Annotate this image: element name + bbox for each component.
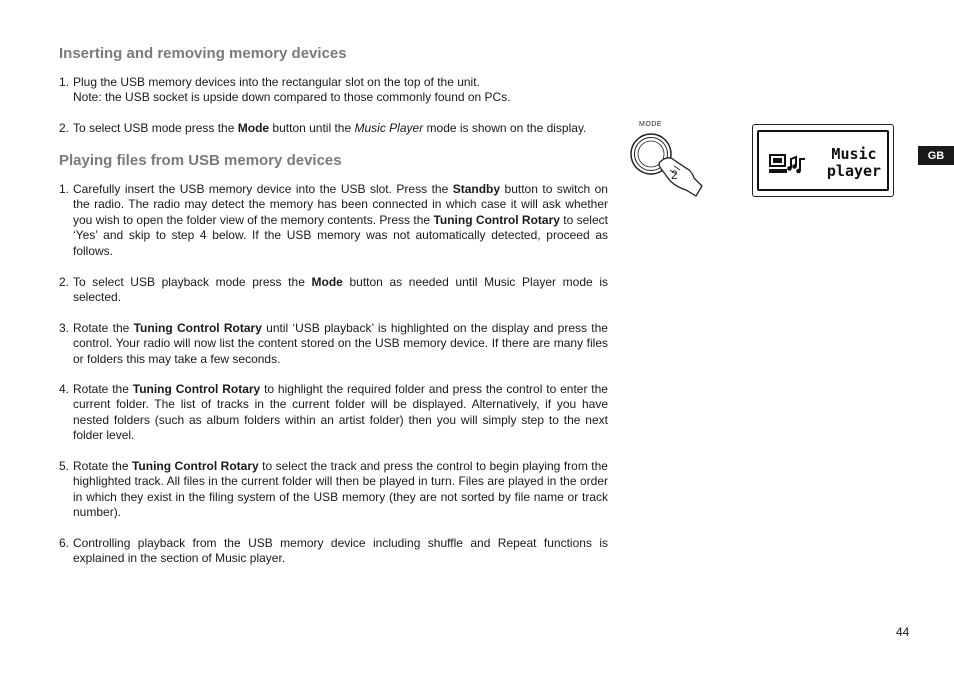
mode-knob-hand-icon <box>626 120 706 200</box>
step-text: Rotate the Tuning Control Rotary until ‘USB playback’ is highlighted on the display and press the control. Your radio will now list the content stored on the USB memory device. If there are many files or folders this may take a few seconds. <box>73 321 608 366</box>
step-number: 1. <box>59 182 70 196</box>
step-text: Rotate the Tuning Control Rotary to highlight the required folder and press the control to enter the current folder. The list of tracks in the current folder will be displayed. Alternatively, if you have nested folders (such as album folders within an artist folder) then you will simply step to the next folder level. <box>73 382 608 443</box>
step-text: Controlling playback from the USB memory device including shuffle and Repeat functions is explained in the section of Music player. <box>73 536 608 566</box>
step-text: To select USB playback mode press the Mode button as needed until Music Player mode is selected. <box>73 275 608 305</box>
instruction-step <box>59 275 608 306</box>
step-text: Rotate the Tuning Control Rotary to select the track and press the control to begin playing from the highlighted track. All files in the current folder will then be played in turn. Files are played in the order in which they exist in the filing system of the USB memory (they are not sorted by file name or track number). <box>73 459 608 520</box>
lcd-screen <box>757 130 889 191</box>
step-text: To select USB mode press the Mode button until the Music Player mode is shown on the display. <box>73 121 587 135</box>
lcd-display-illustration <box>752 124 894 197</box>
instruction-step <box>59 121 608 136</box>
instruction-step <box>59 75 608 106</box>
step-number: 4. <box>59 382 70 396</box>
step-number: 3. <box>59 321 70 335</box>
step-text: Carefully insert the USB memory device into the USB slot. Press the Standby button to switch on the radio. The radio may detect the memory has been connected in which case it will ask whether you wish to open the folder view of the memory contents. Press the Tuning Control Rotary to select ‘Yes’ and skip to step 4 below. If the USB memory was not automatically detected, proceed as follows. <box>73 182 608 258</box>
lcd-line-1: Music <box>831 145 877 163</box>
page-number: 44 <box>896 625 910 639</box>
section-heading-inserting: Inserting and removing memory devices <box>59 45 347 62</box>
lcd-line-2: player <box>826 162 882 180</box>
step-text: Plug the USB memory devices into the rectangular slot on the top of the unit. Note: the USB socket is upside down compared to those commonly found on PCs. <box>73 75 511 105</box>
step-number: 2. <box>59 121 70 135</box>
language-tab: GB <box>918 146 954 165</box>
computer-music-icon <box>769 154 807 176</box>
mode-button-illustration <box>626 120 706 200</box>
instruction-step <box>59 321 608 367</box>
step-number: 2. <box>59 275 70 289</box>
step-number-badge: 2 <box>671 168 678 182</box>
step-number: 5. <box>59 459 70 473</box>
section-heading-playing: Playing files from USB memory devices <box>59 152 342 169</box>
instruction-step <box>59 382 608 444</box>
instruction-step <box>59 459 608 521</box>
instruction-step <box>59 536 608 567</box>
step-number: 6. <box>59 536 70 550</box>
mode-label: MODE <box>639 121 662 128</box>
lcd-mode-text <box>819 146 889 180</box>
step-number: 1. <box>59 75 70 89</box>
instruction-step <box>59 182 608 259</box>
